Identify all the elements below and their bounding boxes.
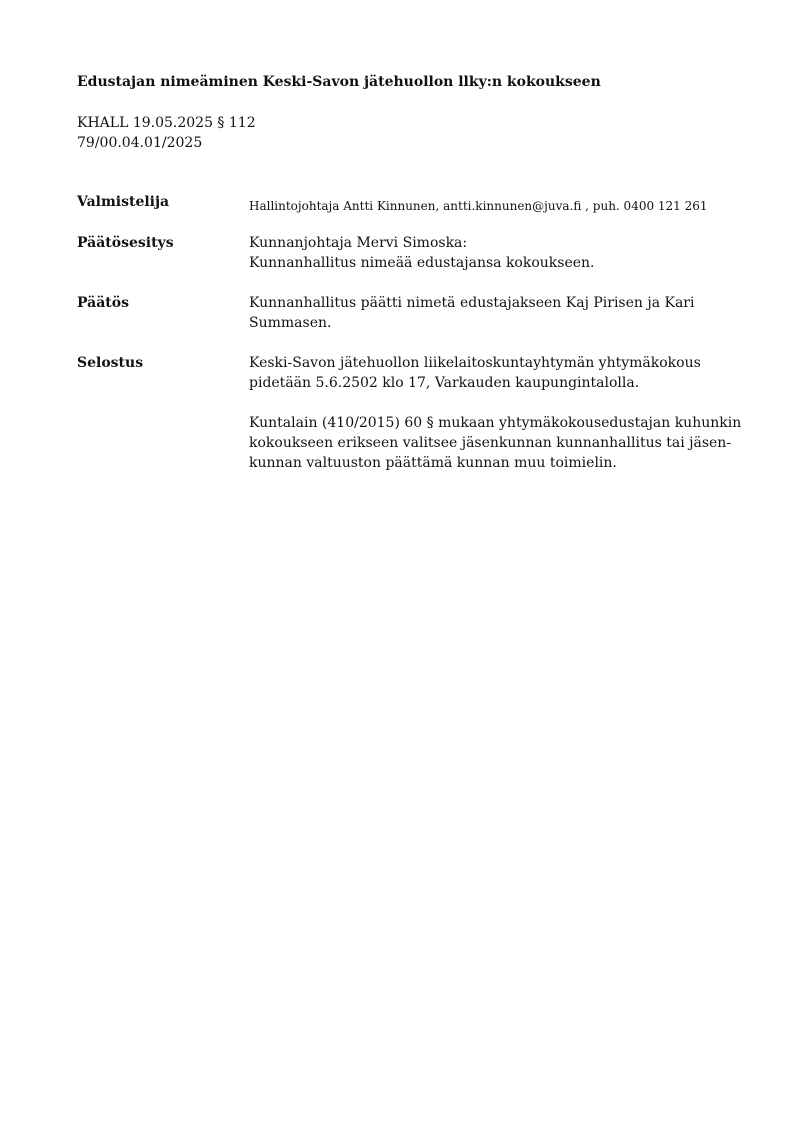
selostus-line: kokoukseen erikseen valitsee jäsenkunnan kunnanhallitus tai jäsen-: [249, 435, 732, 451]
paatos-label: Päätös: [77, 295, 129, 311]
selostus-line: pidetään 5.6.2502 klo 17, Varkauden kaupungintalolla.: [249, 375, 640, 391]
selostus-label: Selostus: [77, 355, 144, 371]
selostus-line: Keski-Savon jätehuollon liikelaitoskuntayhtymän yhtymäkokous: [249, 355, 701, 371]
valmistelija-text: Hallintojohtaja Antti Kinnunen, antti.kinnunen@juva.fi , puh. 0400 121 261: [249, 199, 708, 213]
record-number: 79/00.04.01/2025: [77, 135, 203, 151]
selostus-line: kunnan valtuuston päättämä kunnan muu toimielin.: [249, 455, 617, 471]
selostus-paragraph-2: [249, 413, 744, 473]
selostus-paragraph-1: [249, 353, 744, 393]
paatosesitys-line: Kunnanjohtaja Mervi Simoska:: [249, 235, 468, 251]
meeting-reference: KHALL 19.05.2025 § 112: [77, 115, 256, 131]
valmistelija-content: [249, 196, 744, 216]
paatos-line: Kunnanhallitus päätti nimetä edustajakseen Kaj Pirisen ja Kari: [249, 295, 695, 311]
paatos-content: [249, 293, 744, 333]
paatos-line: Summasen.: [249, 315, 332, 331]
selostus-line: Kuntalain (410/2015) 60 § mukaan yhtymäkokousedustajan kuhunkin: [249, 415, 742, 431]
paatosesitys-content: [249, 233, 744, 273]
paatosesitys-line: Kunnanhallitus nimeää edustajansa kokoukseen.: [249, 255, 595, 271]
document-title: Edustajan nimeäminen Keski-Savon jätehuollon llky:n kokoukseen: [77, 74, 601, 90]
valmistelija-label: Valmistelija: [77, 194, 170, 210]
paatosesitys-label: Päätösesitys: [77, 235, 174, 251]
